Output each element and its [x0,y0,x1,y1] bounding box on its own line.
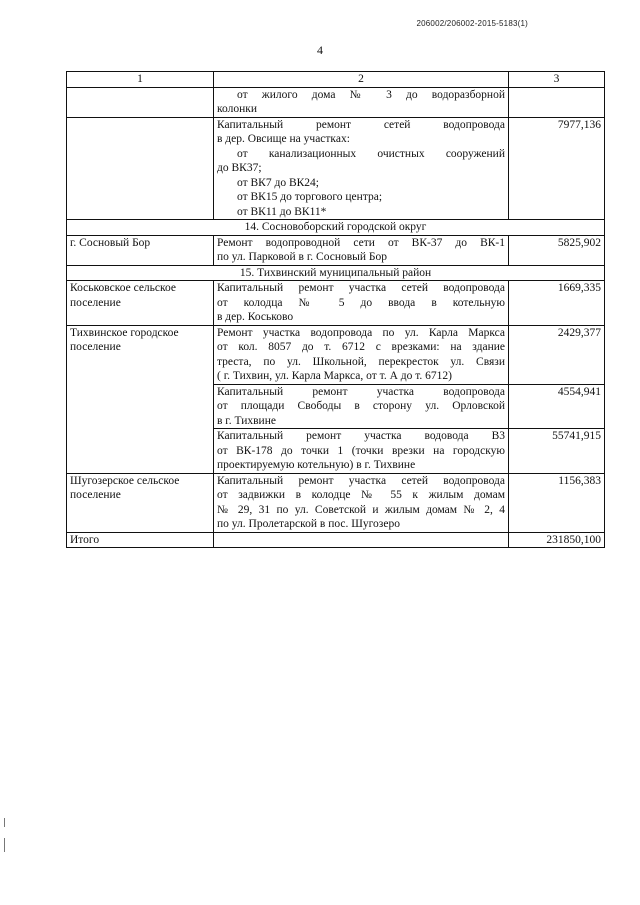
municipality-cell [67,87,214,117]
municipality-cell [67,117,214,220]
scan-mark [4,838,5,852]
total-amount: 231850,100 [509,532,605,548]
description-line: от канализационных очистных сооружений [237,147,505,160]
description-line: от ВК15 до торгового центра; [237,191,383,203]
description-line: проектируемую котельную) в г. Тихвине [217,459,416,471]
description-line: Капитальный ремонт участка сетей водопровода [217,474,505,487]
amount-cell: 1669,335 [509,281,605,326]
table-row [67,117,605,220]
table-row [67,87,605,117]
description-line: от ВК7 до ВК24; [237,176,319,189]
description-line: Капитальный ремонт сетей водопровода [217,118,505,131]
table-body [67,72,605,548]
description-line: треста, по ул. Школьной, перекресток ул. Связи [217,355,505,368]
description-line: Ремонт водопроводной сети от ВК-37 до ВК-1 [217,236,505,249]
amount-cell: 2429,377 [509,325,605,384]
description-line: Капитальный ремонт участка сетей водопровода [217,282,505,294]
amount-cell: 1156,383 [509,473,605,532]
total-row [67,532,605,548]
description-line: от площади Свободы в сторону ул. Орловской [217,400,505,412]
municipality-cell: Шугозерское сельское поселение [67,473,214,532]
work-description [214,235,509,265]
scan-mark [4,818,5,827]
municipality-cell: Коськовское сельское поселение [67,281,214,326]
table-row [67,325,605,384]
description-line: по ул. Парковой в г. Сосновый Бор [217,251,388,263]
amount-cell: 55741,915 [509,429,605,474]
description-line: в г. Тихвине [217,414,276,427]
column-header-3: 3 [509,72,605,88]
table-row [67,281,605,326]
description-line: Капитальный ремонт участка водовода В3 [217,430,505,442]
municipality-cell: Тихвинское городское поселение [67,325,214,473]
amount-cell: 5825,902 [509,235,605,265]
table-row [67,473,605,532]
section-title: 14. Сосновоборский городской округ [67,220,605,236]
work-description [214,117,509,220]
description-line: ( г. Тихвин, ул. Карла Маркса, от т. А до т. 6712) [217,370,452,382]
work-description [214,429,509,474]
work-description [214,325,509,384]
description-line: Капитальный ремонт участка водопровода [217,385,505,398]
description-line: от жилого дома № 3 до водоразборной [237,88,505,101]
description-line: от кол. 8057 до т. 6712 с врезками: на здание [217,341,505,353]
header-row [67,72,605,88]
description-line: от ВК11 до ВК11* [237,205,327,218]
work-description [214,281,509,326]
description-line: в дер. Коськово [217,311,294,323]
total-label: Итого [67,532,214,548]
column-header-2: 2 [214,72,509,88]
description-line: от задвижки в колодце № 55 к жилым домам [217,489,505,501]
description-line: в дер. Овсище на участках: [217,133,350,145]
work-description [214,473,509,532]
description-line: от колодца № 5 до ввода в котельную [217,296,505,309]
description-line: колонки [217,103,257,115]
amount-cell: 4554,941 [509,384,605,429]
work-description [214,87,509,117]
total-empty-cell [214,532,509,548]
document-id: 206002/206002-2015-5183(1) [416,19,528,28]
page-number: 4 [317,43,323,57]
description-line: № 29, 31 по ул. Советской и жилым домам № 2, 4 [217,503,505,516]
description-line: до ВК37; [217,162,262,174]
municipality-cell: г. Сосновый Бор [67,235,214,265]
section-row [67,265,605,281]
amount-cell [509,87,605,117]
description-line: по ул. Пролетарской в пос. Шугозеро [217,518,400,530]
section-title: 15. Тихвинский муниципальный район [67,265,605,281]
work-description [214,384,509,429]
works-table [66,71,605,548]
description-line: Ремонт участка водопровода по ул. Карла Маркса [217,326,505,339]
description-line: от ВК-178 до точки 1 (точки врезки на городскую [217,444,505,457]
table-row [67,235,605,265]
amount-cell: 7977,136 [509,117,605,220]
column-header-1: 1 [67,72,214,88]
section-row [67,220,605,236]
